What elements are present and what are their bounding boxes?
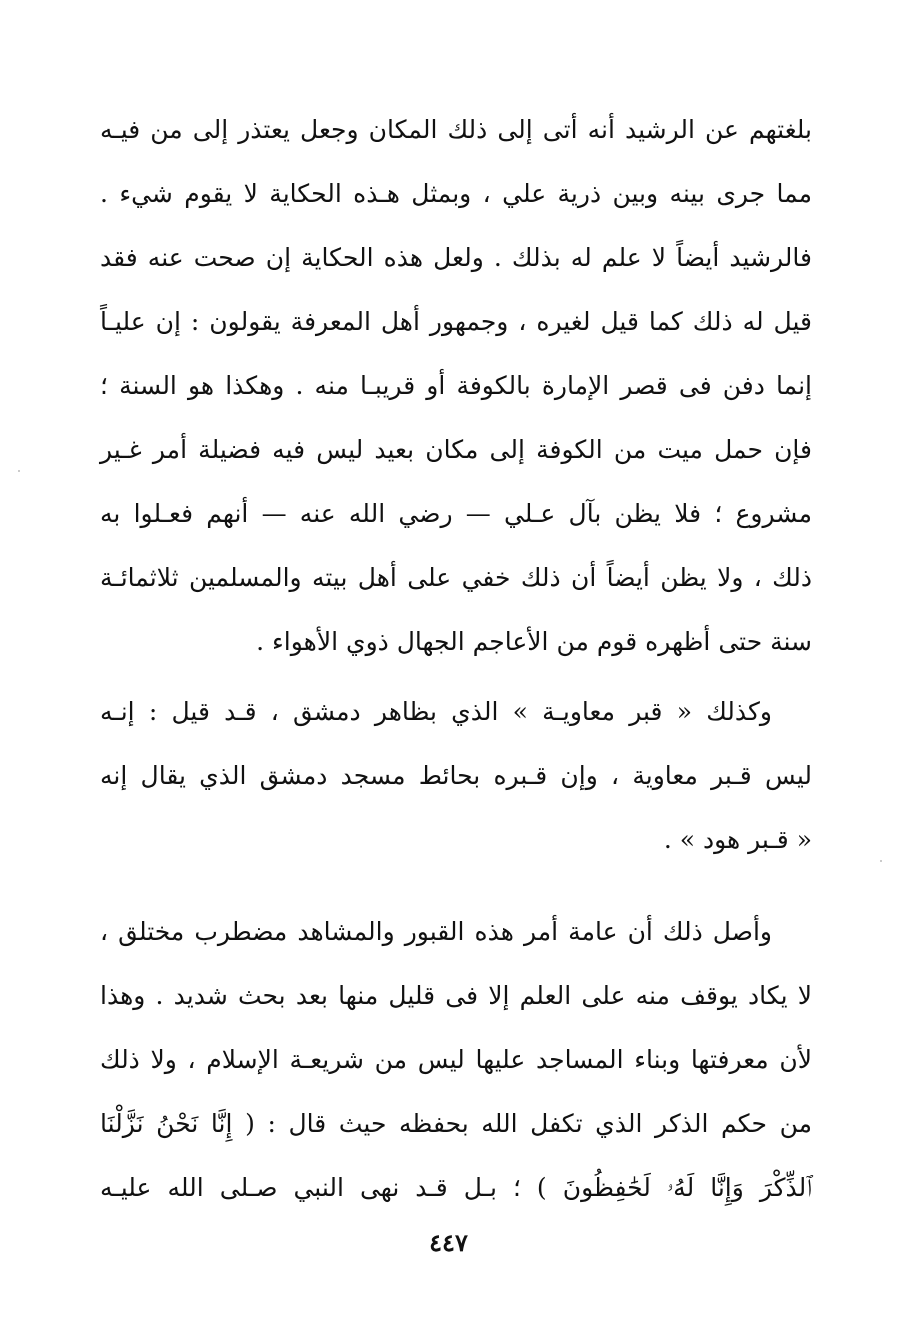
text-line: وأصل ذلك أن عامة أمر هذه القبور والمشاهد مضطرب مختلق ، <box>100 917 772 946</box>
text-line: فإن حمل ميت من الكوفة إلى مكان بعيد ليس فيه فضيلة أمر غـير <box>100 435 812 464</box>
text-line: ٱلذِّكْرَ وَإِنَّا لَهُۥ لَحَٰفِظُونَ ) ؛ بـل قـد نهى النبي صـلى الله عليـه <box>100 1173 812 1202</box>
text-line: سنة حتى أظهره قوم من الأعاجم الجهال ذوي الأهواء . <box>256 627 812 656</box>
text-line: فالرشيد أيضاً لا علم له بذلك . ولعل هذه الحكاية إن صحت عنه فقد <box>100 243 812 272</box>
text-line: بلغتهم عن الرشيد أنه أتى إلى ذلك المكان وجعل يعتذر إلى من فيـه <box>100 115 812 144</box>
text-line: ليس قـبر معاوية ، وإن قـبره بحائط مسجد دمشق الذي يقال إنه <box>100 761 812 790</box>
text-line: ذلك ، ولا يظن أيضاً أن ذلك خفي على أهل بيته والمسلمين ثلاثمائـة <box>100 563 812 592</box>
text-line: من حكم الذكر الذي تكفل الله بحفظه حيث قال : ( إِنَّا نَحْنُ نَزَّلْنَا <box>100 1109 812 1138</box>
paragraph-3 <box>100 900 812 1220</box>
text-line: وكذلك « قبر معاويـة » الذي بظاهر دمشق ، قـد قيل : إنـه <box>100 697 772 726</box>
text-line: « قـبر هود » . <box>663 825 812 854</box>
text-line: إنما دفن فى قصر الإمارة بالكوفة أو قريبـا منه . وهكذا هو السنة ؛ <box>100 371 812 400</box>
paragraph-1 <box>100 98 812 674</box>
text-line: مشروع ؛ فلا يظن بآل عـلي — رضي الله عنه — أنهم فعـلوا به <box>100 499 812 528</box>
text-line: قيل له ذلك كما قيل لغيره ، وجمهور أهل المعرفة يقولون : إن عليـاً <box>100 307 812 336</box>
text-line: مما جرى بينه وبين ذرية علي ، وبمثل هـذه الحكاية لا يقوم شيء . <box>100 179 812 208</box>
scan-speck <box>18 470 20 472</box>
text-line: لا يكاد يوقف منه على العلم إلا فى قليل منها بعد بحث شديد . وهذا <box>100 981 812 1010</box>
text-line: لأن معرفتها وبناء المساجد عليها ليس من شريعـة الإسلام ، ولا ذلك <box>100 1045 812 1074</box>
scan-speck <box>880 860 882 862</box>
paragraph-2 <box>100 680 812 872</box>
page-number: ٤٤٧ <box>429 1228 468 1257</box>
